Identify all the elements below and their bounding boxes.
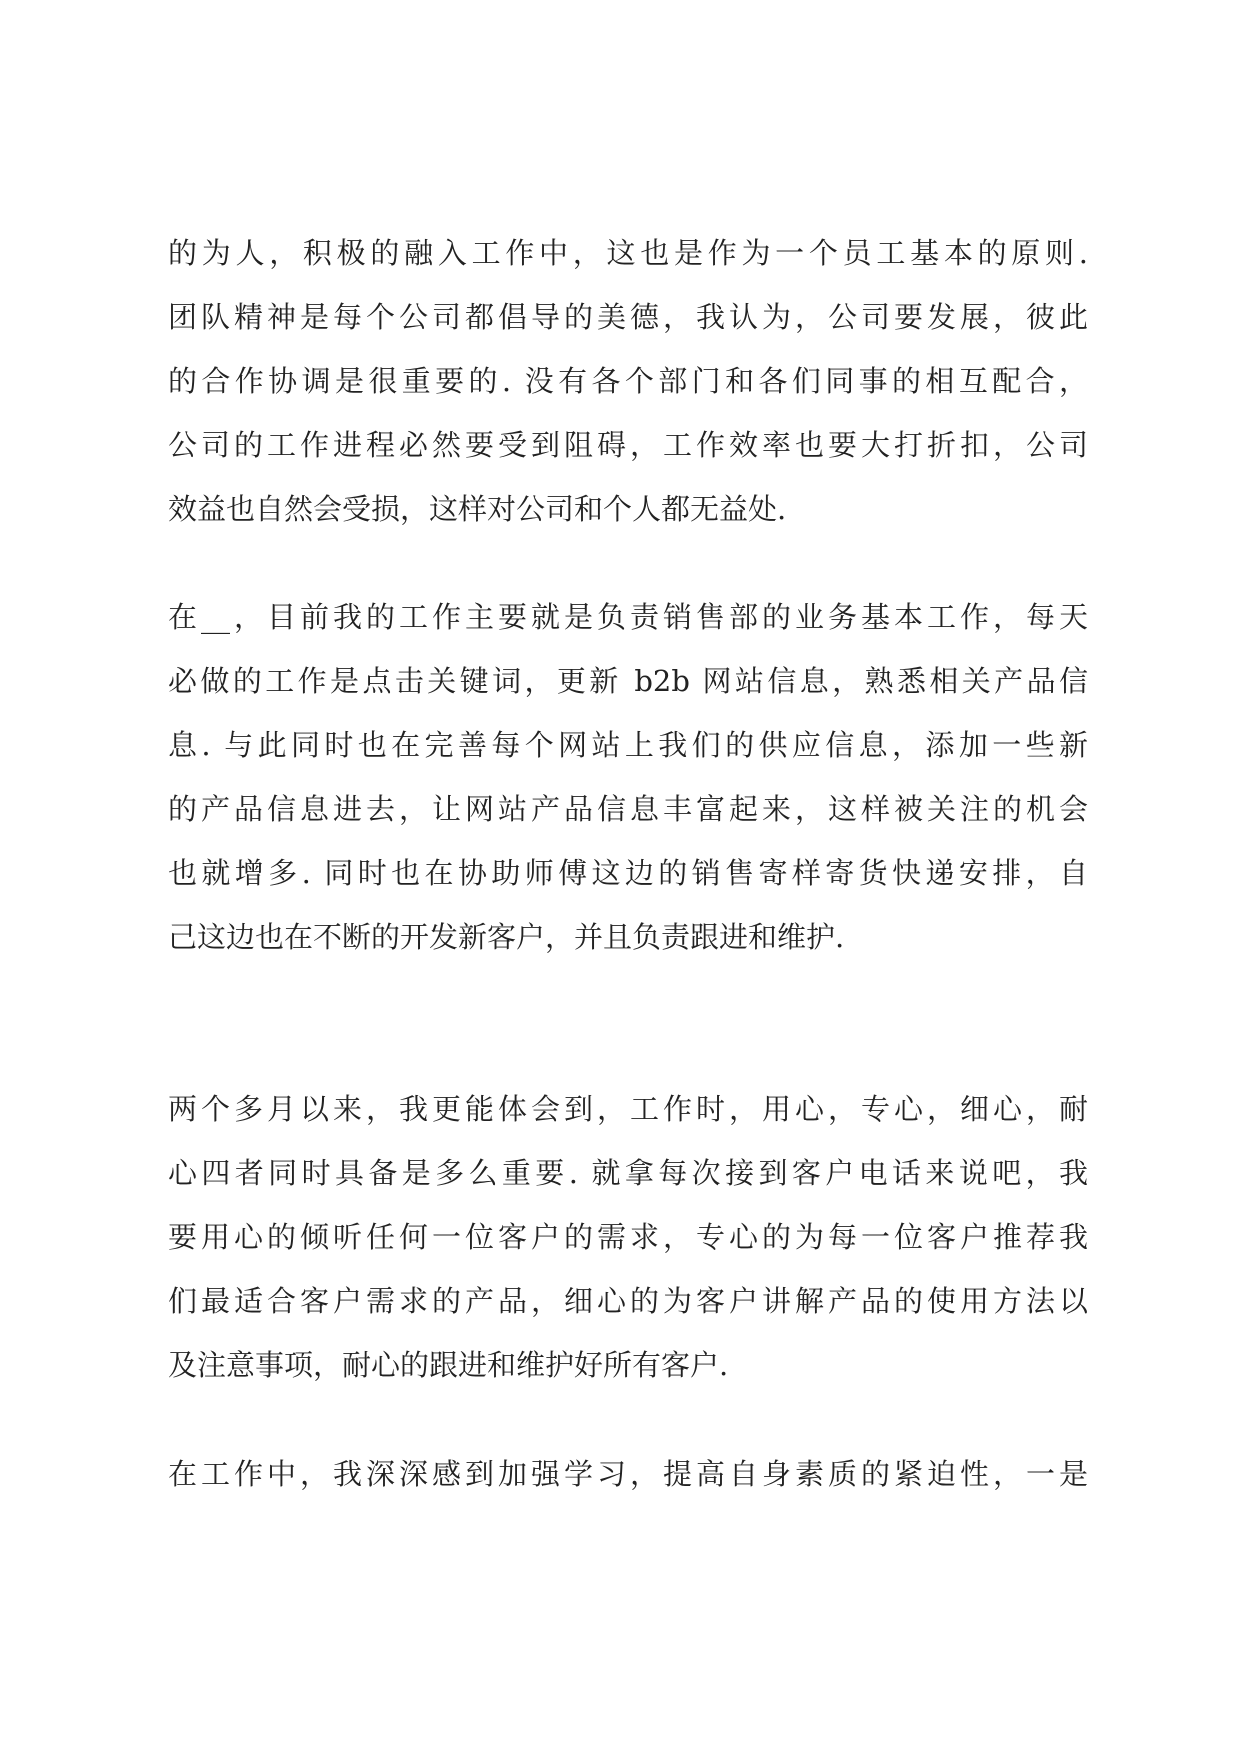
text-line: 己这边也在不断的开发新客户，并且负责跟进和维护. bbox=[168, 920, 845, 954]
text-line: 也就增多. 同时也在协助师傅这边的销售寄样寄货快递安排，自 bbox=[168, 856, 1088, 890]
text-line: 的为人，积极的融入工作中，这也是作为一个员工基本的原则. bbox=[168, 236, 1088, 270]
text-line: 两个多月以来，我更能体会到，工作时，用心，专心，细心，耐 bbox=[168, 1092, 1088, 1126]
text-line: 团队精神是每个公司都倡导的美德，我认为，公司要发展，彼此 bbox=[168, 300, 1088, 334]
text-line: 在工作中，我深深感到加强学习，提高自身素质的紧迫性，一是 bbox=[168, 1457, 1088, 1491]
text-line: 的合作协调是很重要的. 没有各个部门和各们同事的相互配合， bbox=[168, 364, 1088, 398]
paragraph-learning bbox=[168, 1442, 1088, 1506]
paragraph-customer-service bbox=[168, 1077, 1088, 1397]
text-line: 效益也自然会受损，这样对公司和个人都无益处. bbox=[168, 492, 787, 526]
paragraph-daily-work bbox=[168, 585, 1088, 969]
paragraph-teamwork bbox=[168, 221, 1088, 541]
text-line: 们最适合客户需求的产品，细心的为客户讲解产品的使用方法以 bbox=[168, 1284, 1088, 1318]
text-line: 要用心的倾听任何一位客户的需求，专心的为每一位客户推荐我 bbox=[168, 1220, 1088, 1254]
text-line: 的产品信息进去，让网站产品信息丰富起来，这样被关注的机会 bbox=[168, 792, 1088, 826]
text-line: 公司的工作进程必然要受到阻碍，工作效率也要大打折扣，公司 bbox=[168, 428, 1088, 462]
text-line: 在__，目前我的工作主要就是负责销售部的业务基本工作，每天 bbox=[168, 600, 1088, 634]
text-line: 心四者同时具备是多么重要. 就拿每次接到客户电话来说吧，我 bbox=[168, 1156, 1088, 1190]
text-line: 及注意事项，耐心的跟进和维护好所有客户. bbox=[168, 1348, 729, 1382]
text-line: 必做的工作是点击关键词，更新 b2b 网站信息，熟悉相关产品信 bbox=[168, 664, 1088, 698]
text-line: 息. 与此同时也在完善每个网站上我们的供应信息，添加一些新 bbox=[168, 728, 1088, 762]
